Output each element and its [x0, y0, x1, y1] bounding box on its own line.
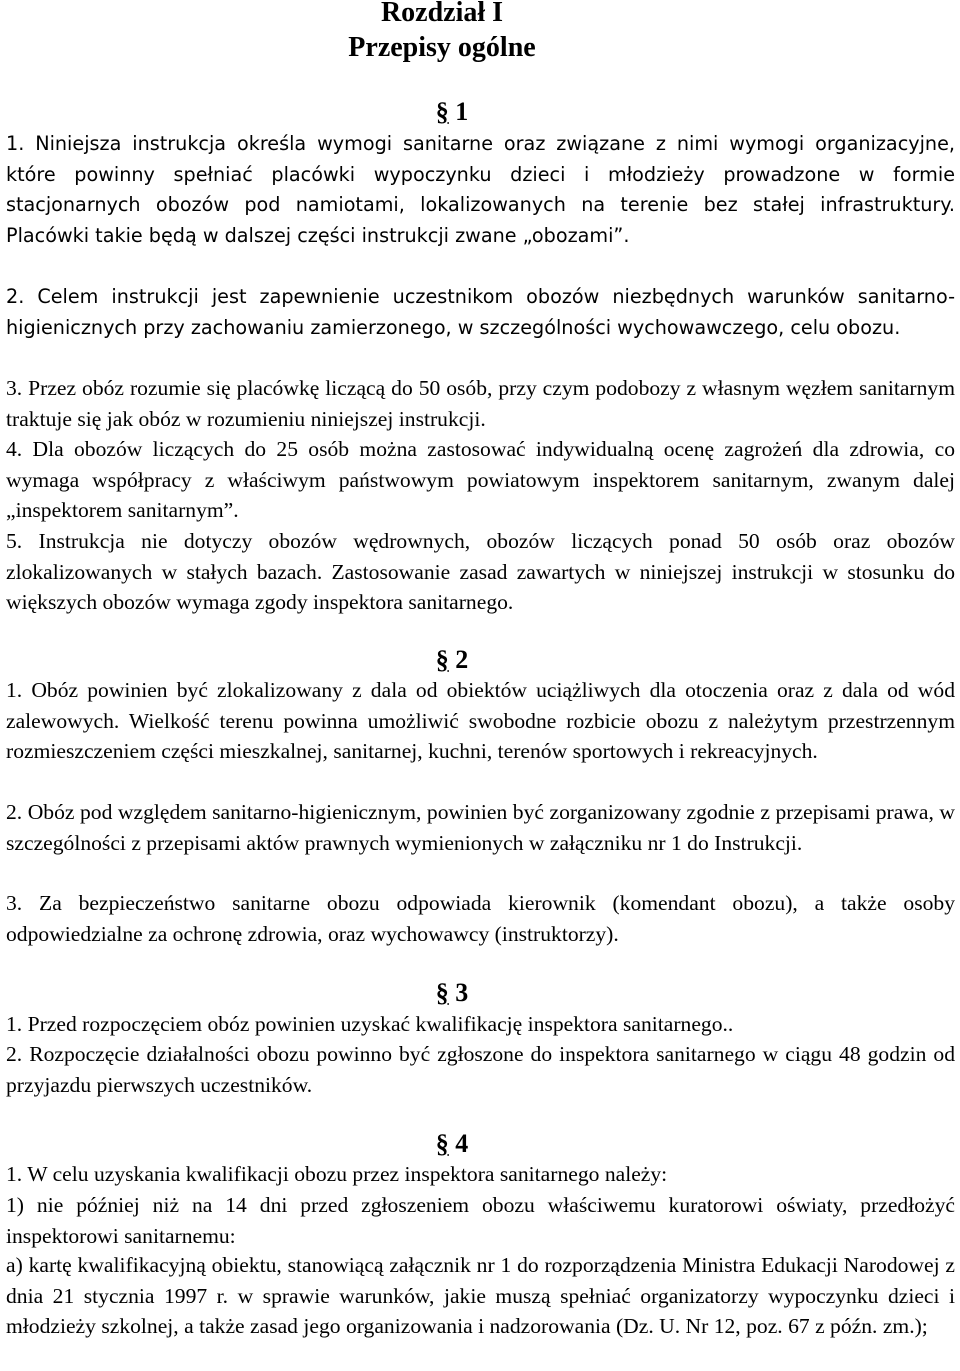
paragraph: 1. Przed rozpoczęciem obóz powinien uzyskać kwalifikację inspektora sanitarnego.. [6, 1012, 734, 1036]
section-number: 4 [455, 1129, 469, 1158]
section-heading-3 [0, 978, 904, 1008]
section-mark: § [435, 97, 449, 126]
paragraph: 1. W celu uzyskania kwalifikacji obozu przez inspektora sanitarnego należy: [6, 1162, 668, 1186]
section-number: 2 [455, 645, 469, 674]
paragraph: 5. Instrukcja nie dotyczy obozów wędrownych, obozów liczących ponad 50 osób oraz obozów zlokalizowanych w stałych bazach. Zastosowanie zasad zawartych w niniejszej instrukcji w stosunku do większych obozów wymaga zgody inspektora sanitarnego. [6, 529, 955, 615]
paragraph: 2. Rozpoczęcie działalności obozu powinno być zgłoszone do inspektora sanitarnego w ciągu 48 godzin od przyjazdu pierwszych uczestników. [6, 1042, 955, 1097]
paragraph: 1. Niniejsza instrukcja określa wymogi sanitarne oraz związane z nimi wymogi organizacyjne, które powinny spełniać placówki wypoczynku dzieci i młodzieży prowadzone w formie stacjonarnych obozów pod namiotami, lokalizowanych na terenie bez stałej infrastruktury. Placówki takie będą w dalszej części instrukcji zwane „obozami”. [6, 132, 955, 247]
list-item: a) kartę kwalifikacyjną obiektu, stanowiącą załącznik nr 1 do rozporządzenia Ministra Edukacji Narodowej z dnia 21 stycznia 1997 r. w sprawie warunków, jakie muszą spełniać organizatorzy wypoczynku dzieci i młodzieży szkolnej, a także zasad jego organizowania i nadzorowania (Dz. U. Nr 12, poz. 67 z późn. zm.); [6, 1253, 955, 1339]
section-mark: § [435, 645, 449, 674]
section-number: 3 [455, 978, 469, 1007]
section-heading-1 [0, 97, 904, 127]
section-heading-4 [0, 1129, 904, 1159]
paragraph: 2. Obóz pod względem sanitarno-higienicznym, powinien być zorganizowany zgodnie z przepisami prawa, w szczególności z przepisami aktów prawnych wymienionych w załączniku nr 1 do Instrukcji. [6, 800, 955, 855]
paragraph: 3. Przez obóz rozumie się placówkę liczącą do 50 osób, przy czym podobozy z własnym węzłem sanitarnym traktuje się jak obóz w rozumieniu niniejszej instrukcji. [6, 376, 955, 431]
paragraph: 4. Dla obozów liczących do 25 osób można zastosować indywidualną ocenę zagrożeń dla zdrowia, co wymaga współpracy z właściwym państwowym powiatowym inspektorem sanitarnym, zwanym dalej „inspektorem sanitarnym”. [6, 437, 955, 523]
paragraph: 2. Celem instrukcji jest zapewnienie uczestnikom obozów niezbędnych warunków sanitarno-higienicznych przy zachowaniu zamierzonego, w szczególności wychowawczego, celu obozu. [6, 285, 955, 339]
section-mark: § [435, 1129, 449, 1158]
section-heading-2 [0, 645, 904, 675]
section-number: 1 [455, 97, 469, 126]
paragraph: 1. Obóz powinien być zlokalizowany z dala od obiektów uciążliwych dla otoczenia oraz z dala od wód zalewowych. Wielkość terenu powinna umożliwić swobodne rozbicie obozu z należytym przestrzennym rozmieszczeniem części mieszkalnej, sanitarnej, kuchni, terenów sportowych i rekreacyjnych. [6, 678, 955, 764]
chapter-title: Rozdział I [380, 0, 504, 28]
chapter-subtitle: Przepisy ogólne [348, 32, 536, 63]
section-mark: § [435, 978, 449, 1007]
paragraph: 3. Za bezpieczeństwo sanitarne obozu odpowiada kierownik (komendant obozu), a także osoby odpowiedzialne za ochronę zdrowia, oraz wychowawcy (instruktorzy). [6, 891, 955, 946]
list-item: 1) nie później niż na 14 dni przed zgłoszeniem obozu właściwemu kuratorowi oświaty, przedłożyć inspektorowi sanitarnemu: [6, 1193, 955, 1248]
